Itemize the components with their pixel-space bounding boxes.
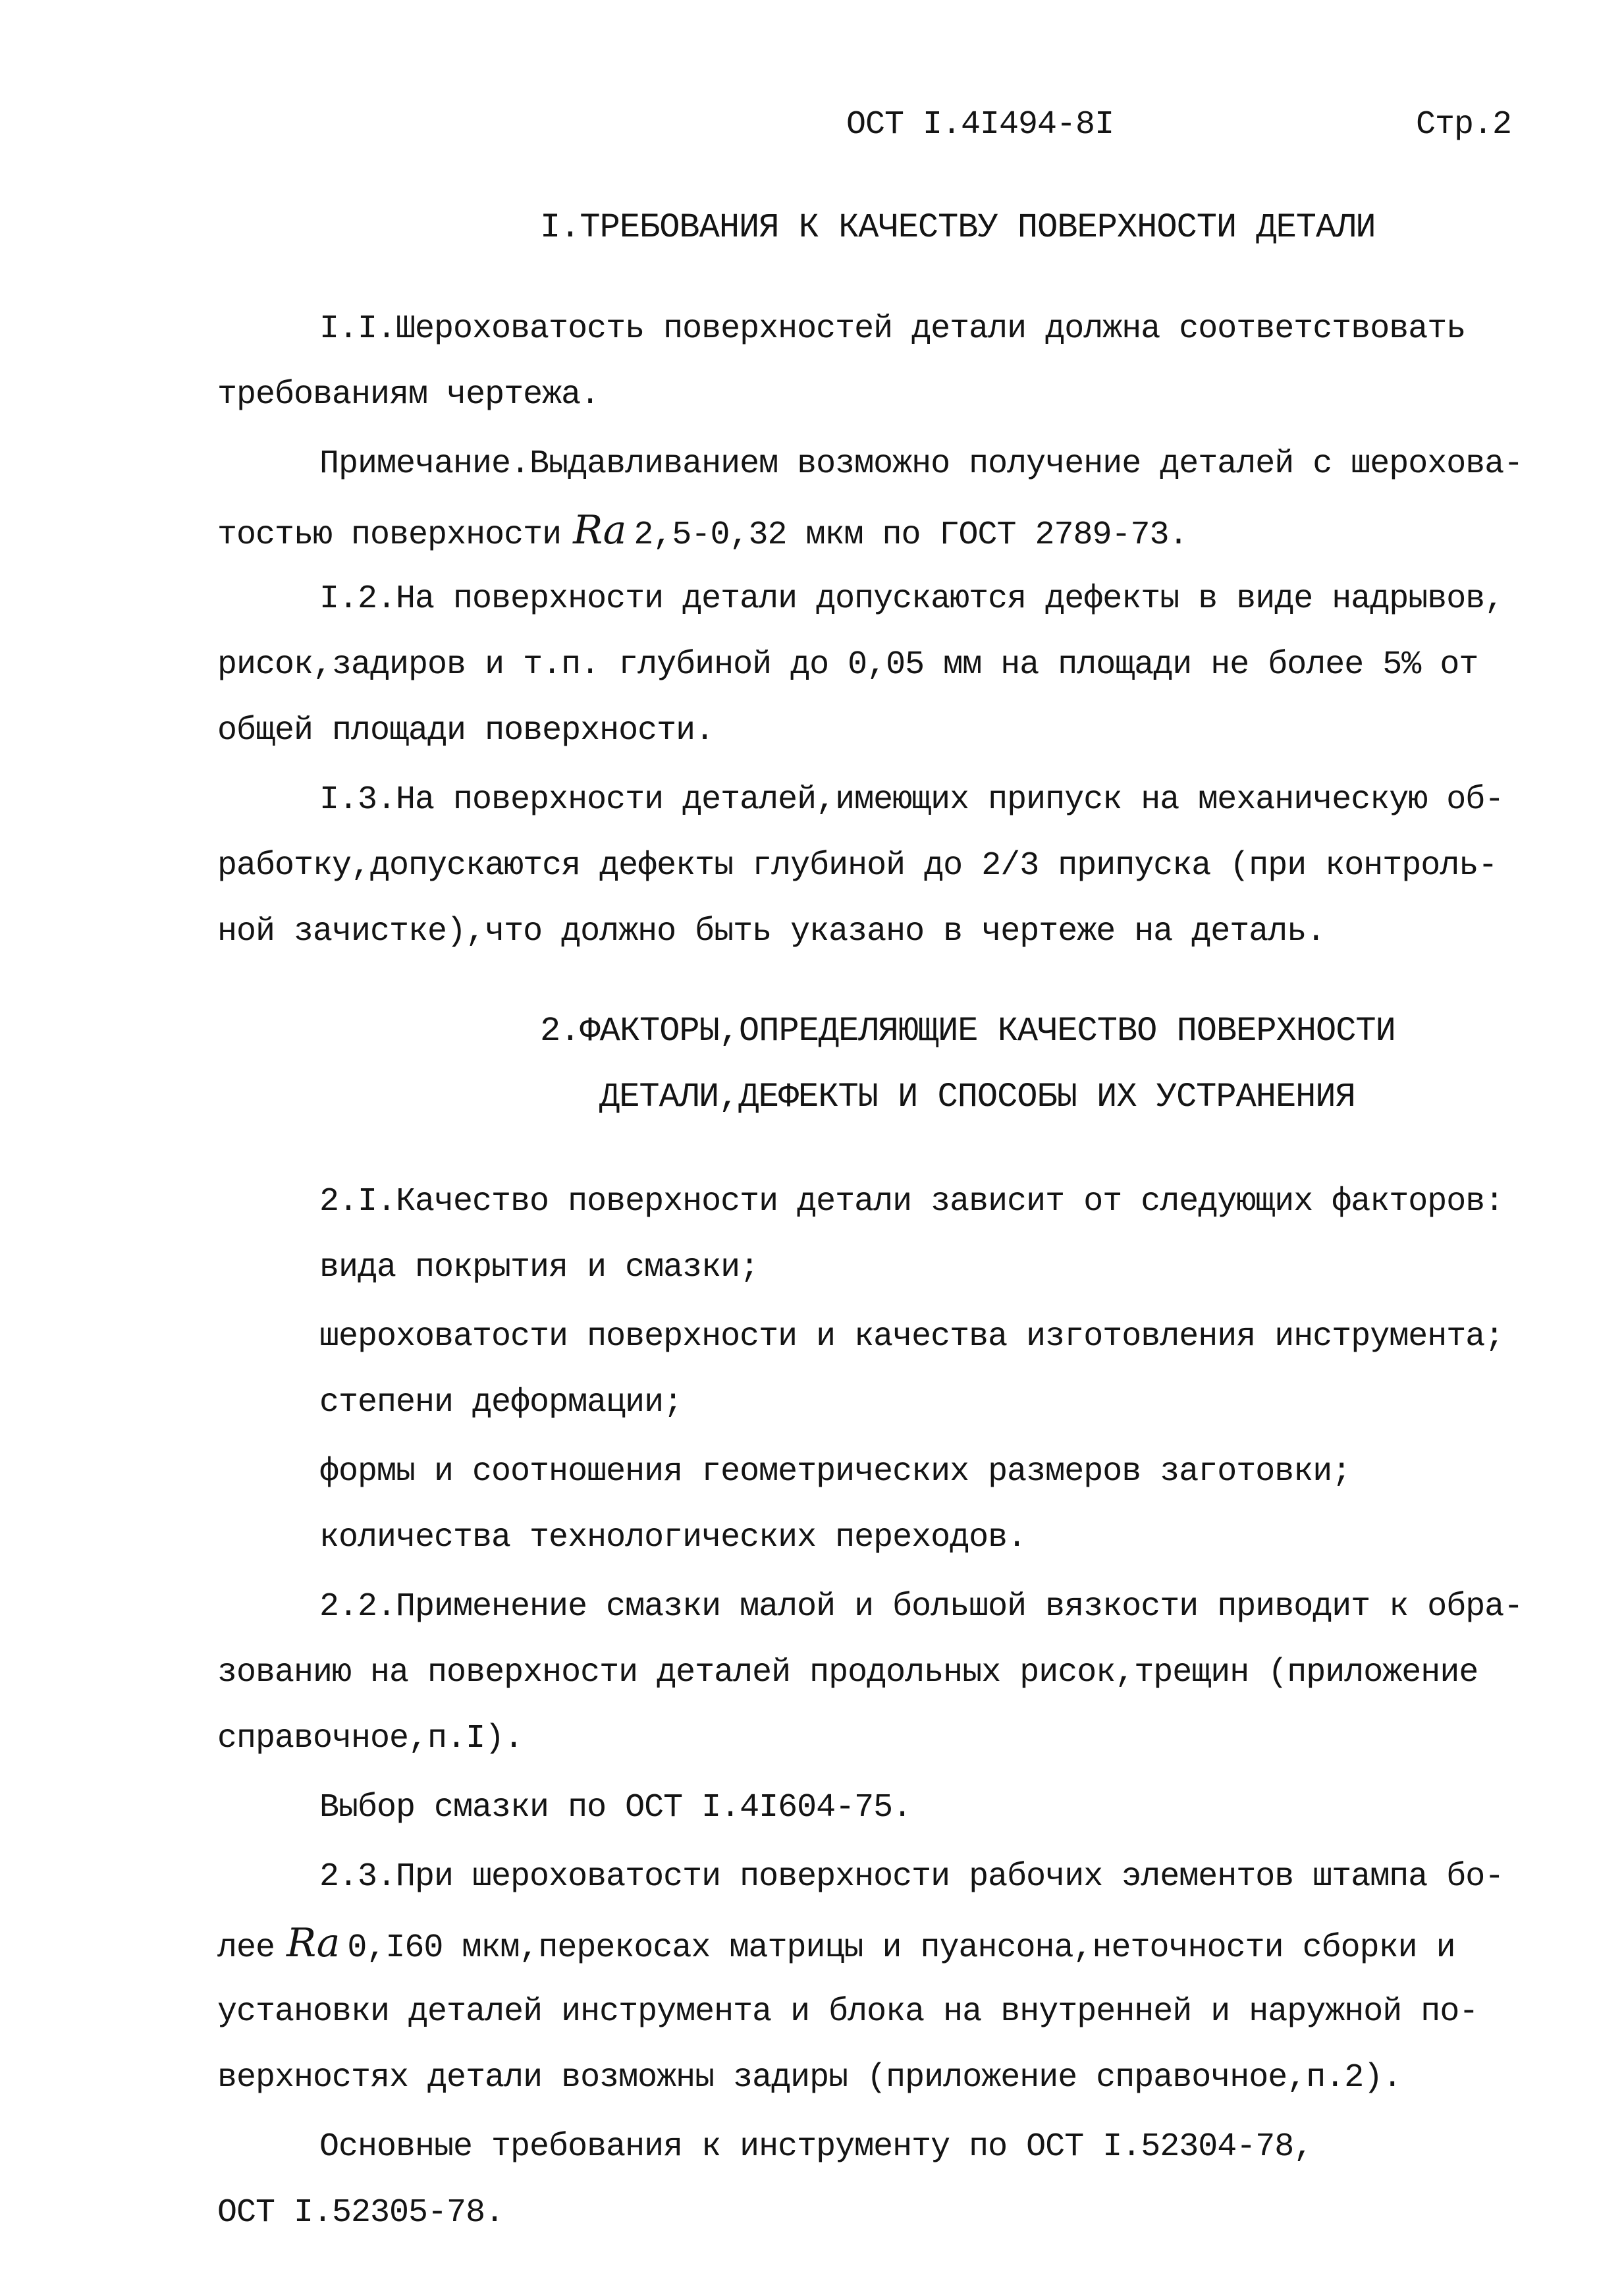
factor-deformation: степени деформации; bbox=[319, 1384, 683, 1421]
clause-1-2-line-2: рисок,задиров и т.п. глубиной до 0,05 мм на площади не более 5% от bbox=[217, 646, 1478, 684]
section-2-title-line-2: ДЕТАЛИ,ДЕФЕКТЫ И СПОСОБЫ ИХ УСТРАНЕНИЯ bbox=[599, 1078, 1355, 1116]
document-number: ОСТ I.4I494-8I bbox=[846, 106, 1114, 144]
tool-requirements-line-2: ОСТ I.52305-78. bbox=[217, 2194, 504, 2232]
clause-2-3-line-2-tail: 0,I60 мкм,перекосах матрицы и пуансона,неточности сборки и bbox=[347, 1929, 1455, 1967]
factor-coating: вида покрытия и смазки; bbox=[319, 1249, 759, 1286]
clause-2-3-line-2 bbox=[217, 1920, 1455, 1968]
factor-roughness: шероховатости поверхности и качества изготовления инструмента; bbox=[319, 1318, 1504, 1356]
note-line-1: Примечание.Выдавливанием возможно получение деталей с шерохова- bbox=[319, 445, 1523, 483]
clause-1-3-line-1: I.3.На поверхности деталей,имеющих припуск на механическую об- bbox=[319, 781, 1504, 819]
section-2-title-line-1: 2.ФАКТОРЫ,ОПРЕДЕЛЯЮЩИЕ КАЧЕСТВО ПОВЕРХНОСТИ bbox=[540, 1012, 1395, 1051]
note-line-2 bbox=[217, 507, 1188, 555]
clause-1-3-line-2: работку,допускаются дефекты глубиной до 2/3 припуска (при контроль- bbox=[217, 847, 1498, 885]
clause-2-3-line-4: верхностях детали возможны задиры (приложение справочное,п.2). bbox=[217, 2059, 1402, 2097]
page-number: Стр.2 bbox=[1416, 106, 1512, 144]
clause-1-3-line-3: ной зачистке),что должно быть указано в чертеже на деталь. bbox=[217, 913, 1326, 950]
clause-2-3-line-1: 2.3.При шероховатости поверхности рабочих элементов штампа бо- bbox=[319, 1858, 1504, 1896]
clause-2-3-line-2-text: лее bbox=[217, 1929, 275, 1967]
clause-1-1-line-1: I.I.Шероховатость поверхностей детали должна соответствовать bbox=[319, 310, 1466, 348]
clause-2-1-line-1: 2.I.Качество поверхности детали зависит от следующих факторов: bbox=[319, 1183, 1504, 1221]
clause-2-2-line-1: 2.2.Применение смазки малой и большой вязкости приводит к обра- bbox=[319, 1588, 1523, 1626]
lubricant-selection: Выбор смазки по ОСТ I.4I604-75. bbox=[319, 1789, 912, 1827]
section-1-title: I.ТРЕБОВАНИЯ К КАЧЕСТВУ ПОВЕРХНОСТИ ДЕТАЛИ bbox=[540, 208, 1376, 247]
tool-requirements-line-1: Основные требования к инструменту по ОСТ I.52304-78, bbox=[319, 2128, 1313, 2166]
clause-1-2-line-1: I.2.На поверхности детали допускаются дефекты в виде надрывов, bbox=[319, 580, 1504, 618]
clause-2-2-line-3: справочное,п.I). bbox=[217, 1720, 524, 1757]
note-line-2-text: тостью поверхности bbox=[217, 516, 562, 554]
note-line-2-tail: 2,5-0,32 мкм по ГОСТ 2789-73. bbox=[634, 516, 1188, 554]
clause-1-1-line-2: требованиям чертежа. bbox=[217, 376, 600, 414]
factor-transitions: количества технологических переходов. bbox=[319, 1519, 1027, 1556]
clause-1-2-line-3: общей площади поверхности. bbox=[217, 712, 715, 750]
clause-2-3-line-3: установки деталей инструмента и блока на внутренней и наружной по- bbox=[217, 1993, 1478, 2031]
ra-symbol: Ra bbox=[286, 1920, 340, 1966]
factor-geometry: формы и соотношения геометрических размеров заготовки; bbox=[319, 1453, 1351, 1491]
clause-2-2-line-2: зованию на поверхности деталей продольных рисок,трещин (приложение bbox=[217, 1654, 1478, 1692]
ra-symbol: Ra bbox=[573, 507, 626, 553]
